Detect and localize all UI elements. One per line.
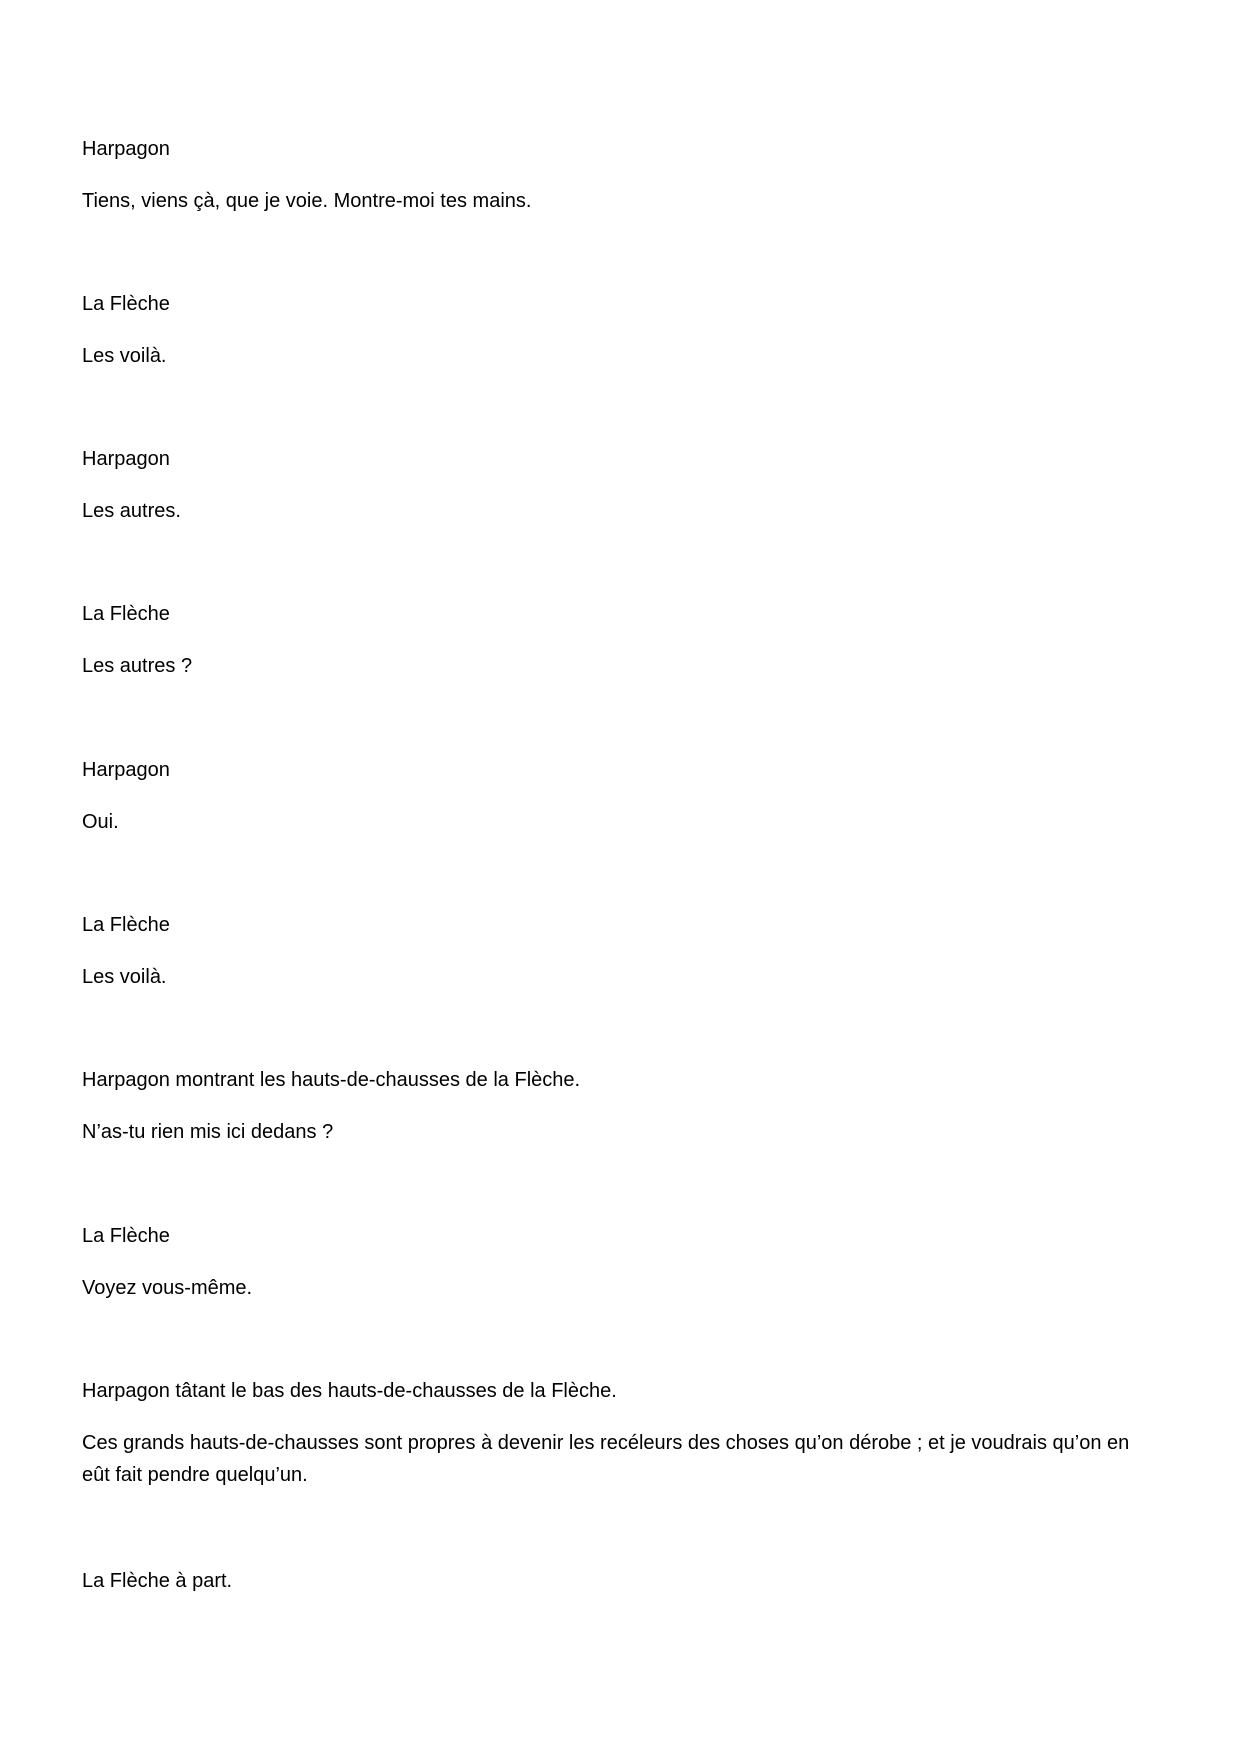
speaker-name: La Flèche xyxy=(82,1225,170,1247)
speaker-name: La Flèche xyxy=(82,293,170,315)
dialogue-line: Les voilà. xyxy=(82,966,167,988)
speaker-name: Harpagon xyxy=(82,448,170,470)
speaker-name: Harpagon xyxy=(82,759,170,781)
speaker-name: La Flèche xyxy=(82,914,170,936)
speaker-name: Harpagon tâtant le bas des hauts-de-chausses de la Flèche. xyxy=(82,1380,617,1402)
dialogue-line: N’as-tu rien mis ici dedans ? xyxy=(82,1121,334,1143)
dialogue-line: Les autres ? xyxy=(82,655,193,677)
dialogue-line: Tiens, viens çà, que je voie. Montre-moi tes mains. xyxy=(82,190,532,212)
dialogue-line: Voyez vous-même. xyxy=(82,1277,253,1299)
speaker-name: La Flèche à part. xyxy=(82,1570,233,1592)
dialogue-line: Les autres. xyxy=(82,500,181,522)
speaker-name: Harpagon montrant les hauts-de-chausses de la Flèche. xyxy=(82,1069,581,1091)
dialogue-line: Oui. xyxy=(82,811,119,833)
dialogue-line: Les voilà. xyxy=(82,345,167,367)
speaker-name: La Flèche xyxy=(82,603,170,625)
speaker-name: Harpagon xyxy=(82,138,170,160)
dialogue-line: Ces grands hauts-de-chausses sont propres à devenir les recéleurs des choses qu’on dérobe ; et je voudrais qu’on en eût fait pendre quelqu’un. xyxy=(82,1432,1130,1486)
